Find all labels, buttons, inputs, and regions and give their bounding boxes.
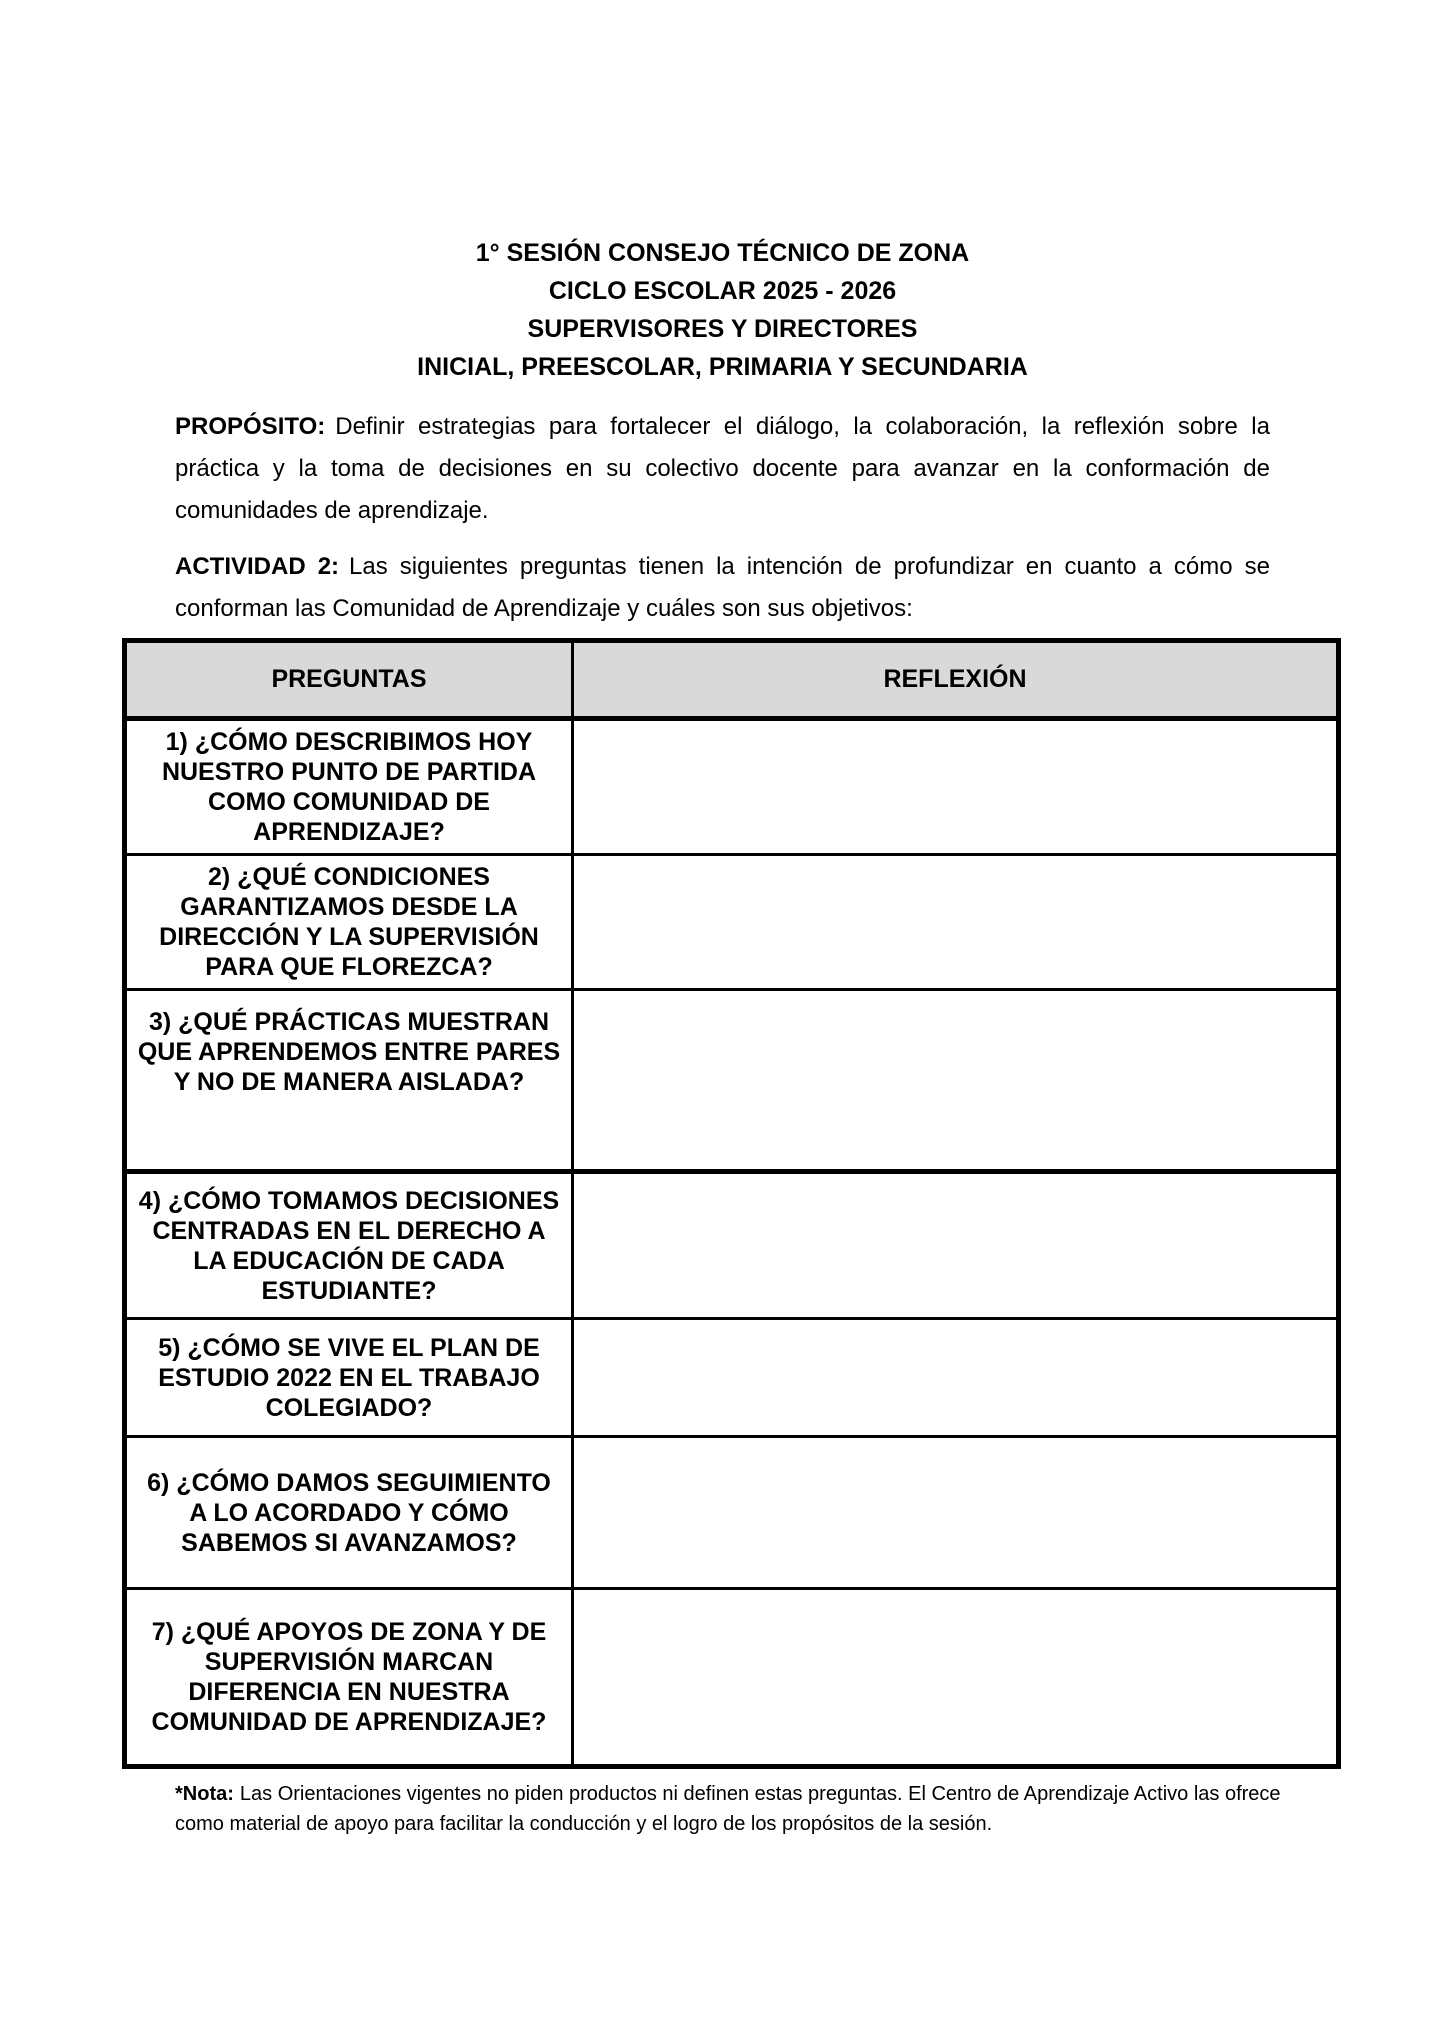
table-header-row	[125, 641, 1339, 719]
pregunta-cell: 4) ¿CÓMO TOMAMOS DECISIONES CENTRADAS EN EL DERECHO A LA EDUCACIÓN DE CADA ESTUDIANTE?	[125, 1172, 573, 1319]
reflexion-cell[interactable]	[573, 1589, 1339, 1767]
table-row	[125, 1589, 1339, 1767]
table-row	[125, 1437, 1339, 1589]
pregunta-cell: 3) ¿QUÉ PRÁCTICAS MUESTRAN QUE APRENDEMOS ENTRE PARES Y NO DE MANERA AISLADA?	[125, 990, 573, 1172]
reflexion-cell[interactable]	[573, 719, 1339, 855]
pregunta-cell: 2) ¿QUÉ CONDICIONES GARANTIZAMOS DESDE LA DIRECCIÓN Y LA SUPERVISIÓN PARA QUE FLOREZCA?	[125, 855, 573, 990]
actividad-text: Las siguientes preguntas tienen la intención de profundizar en cuanto a cómo se conforman las Comunidad de Aprendizaje y cuáles son sus objetivos:	[175, 553, 1271, 622]
table-row	[125, 1172, 1339, 1319]
title-line-ciclo: CICLO ESCOLAR 2025 - 2026	[548, 277, 897, 305]
pregunta-cell: 7) ¿QUÉ APOYOS DE ZONA Y DE SUPERVISIÓN MARCAN DIFERENCIA EN NUESTRA COMUNIDAD DE APRENDIZAJE?	[125, 1589, 573, 1767]
footnote-text: Las Orientaciones vigentes no piden productos ni definen estas preguntas. El Centro de Aprendizaje Activo las ofrece como material de apoyo para facilitar la conducción y el logro de los propósitos de la sesión.	[175, 1783, 1281, 1835]
pregunta-cell: 6) ¿CÓMO DAMOS SEGUIMIENTO A LO ACORDADO Y CÓMO SABEMOS SI AVANZAMOS?	[125, 1437, 573, 1589]
proposito-text: Definir estrategias para fortalecer el diálogo, la colaboración, la reflexión sobre la práctica y la toma de decisiones en su colectivo docente para avanzar en la conformación de comunidades de aprendizaje.	[175, 413, 1270, 524]
pregunta-cell: 5) ¿CÓMO SE VIVE EL PLAN DE ESTUDIO 2022 EN EL TRABAJO COLEGIADO?	[125, 1319, 573, 1437]
proposito-label: PROPÓSITO:	[175, 413, 326, 440]
preguntas-reflexion-table	[122, 638, 1341, 1769]
reflexion-cell[interactable]	[573, 990, 1339, 1172]
reflexion-cell[interactable]	[573, 855, 1339, 990]
reflexion-cell[interactable]	[573, 1437, 1339, 1589]
table-row	[125, 855, 1339, 990]
footnote	[175, 1779, 1295, 1839]
header-cell-preguntas: PREGUNTAS	[125, 641, 573, 719]
table-row	[125, 719, 1339, 855]
reflexion-cell[interactable]	[573, 1172, 1339, 1319]
table-row	[125, 1319, 1339, 1437]
title-line-supervisores: SUPERVISORES Y DIRECTORES	[527, 315, 918, 343]
pregunta-cell: 1) ¿CÓMO DESCRIBIMOS HOY NUESTRO PUNTO DE PARTIDA COMO COMUNIDAD DE APRENDIZAJE?	[125, 719, 573, 855]
proposito-paragraph	[175, 406, 1270, 532]
title-line-niveles: INICIAL, PREESCOLAR, PRIMARIA Y SECUNDARIA	[417, 353, 1028, 381]
footnote-label: *Nota:	[175, 1783, 234, 1805]
actividad-paragraph	[175, 546, 1270, 630]
title-block	[0, 0, 1445, 386]
header-cell-reflexion: REFLEXIÓN	[573, 641, 1339, 719]
actividad-label: ACTIVIDAD 2:	[175, 553, 340, 580]
table-row	[125, 990, 1339, 1172]
reflexion-cell[interactable]	[573, 1319, 1339, 1437]
title-line-session: 1° SESIÓN CONSEJO TÉCNICO DE ZONA	[475, 239, 970, 267]
